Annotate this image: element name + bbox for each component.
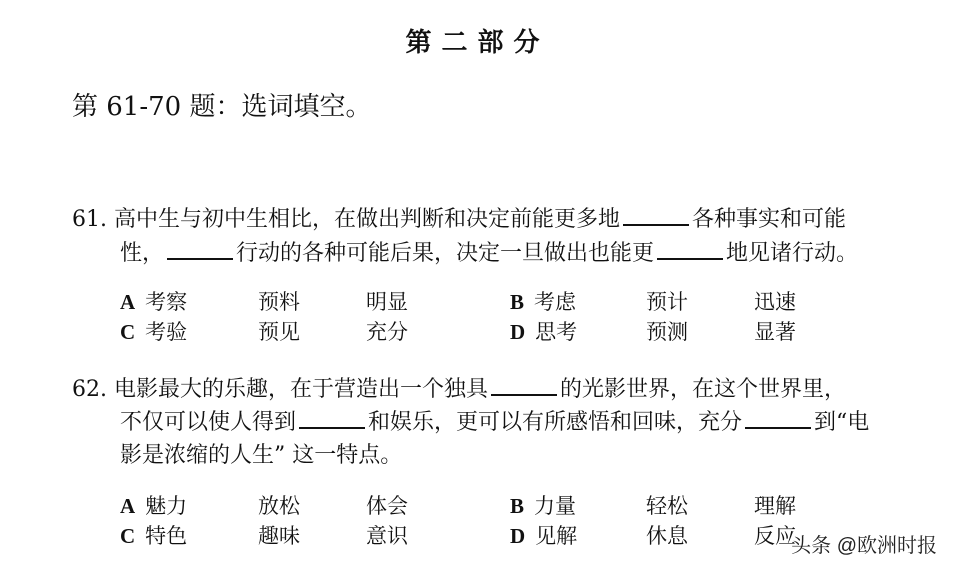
option-word: 放松 [258, 494, 300, 518]
option-a [120, 490, 187, 520]
question-text: 的光影世界，在这个世界里， [560, 377, 847, 402]
option-word: 预见 [258, 320, 300, 344]
question-number: 62. [72, 377, 107, 402]
question-text: 行动的各种可能后果，决定一旦做出也能更 [236, 241, 655, 266]
option-c [120, 316, 187, 346]
question-text: 地见诸行动。 [726, 241, 859, 266]
question-61-line-1 [72, 204, 846, 236]
option-word: 考察 [145, 290, 188, 314]
option-word: 明显 [366, 290, 408, 314]
answer-blank [299, 425, 365, 429]
option-letter: D [510, 320, 526, 344]
question-text: 不仅可以使人得到 [120, 410, 297, 435]
option-letter: C [120, 524, 136, 548]
option-word: 休息 [646, 524, 688, 548]
option-word: 意识 [366, 524, 408, 548]
option-word: 考验 [145, 320, 188, 344]
question-text: 和娱乐，更可以有所感悟和回味，充分 [368, 410, 743, 435]
question-62-line-2 [120, 407, 869, 439]
option-word: 理解 [754, 494, 796, 518]
answer-blank [745, 425, 811, 429]
watermark: 头条 @欧洲时报 [791, 535, 937, 557]
option-d [510, 316, 577, 346]
option-word: 预料 [258, 290, 300, 314]
option-letter: D [510, 524, 526, 548]
answer-blank [491, 392, 557, 396]
option-a [120, 286, 187, 316]
part-title: 第二部分 [405, 28, 550, 58]
option-word: 反应 [754, 524, 796, 548]
answer-blank [657, 256, 723, 260]
option-letter: A [120, 494, 136, 518]
question-62-line-3: 影是浓缩的人生” 这一特点。 [120, 443, 403, 468]
option-word: 显著 [754, 320, 796, 344]
question-62-line-1 [72, 374, 846, 406]
option-word: 轻松 [646, 494, 688, 518]
option-letter: B [510, 494, 525, 518]
option-b [510, 490, 576, 520]
section-instruction: 第 61-70 题：选词填空。 [72, 92, 372, 122]
option-word: 充分 [366, 320, 408, 344]
option-word: 魅力 [145, 494, 188, 518]
option-d [510, 520, 577, 550]
option-word: 思考 [535, 320, 578, 344]
option-word: 体会 [366, 494, 408, 518]
option-word: 见解 [535, 524, 578, 548]
option-word: 趣味 [258, 524, 300, 548]
option-word: 预计 [646, 290, 688, 314]
option-word: 迅速 [754, 290, 796, 314]
question-number: 61. [72, 207, 107, 232]
answer-blank [623, 222, 689, 226]
question-text: 到“电 [814, 410, 870, 435]
option-word: 特色 [145, 524, 188, 548]
question-61-line-2 [120, 238, 858, 270]
option-word: 预测 [646, 320, 688, 344]
question-text: 电影最大的乐趣，在于营造出一个独具 [114, 377, 489, 402]
option-word: 力量 [534, 494, 577, 518]
question-text: 各种事实和可能 [692, 207, 847, 232]
option-letter: B [510, 290, 525, 314]
option-letter: A [120, 290, 136, 314]
option-b [510, 286, 576, 316]
answer-blank [167, 256, 233, 260]
option-c [120, 520, 187, 550]
question-text: 高中生与初中生相比，在做出判断和决定前能更多地 [114, 207, 621, 232]
option-word: 考虑 [534, 290, 577, 314]
question-text: 性， [120, 241, 165, 266]
option-letter: C [120, 320, 136, 344]
